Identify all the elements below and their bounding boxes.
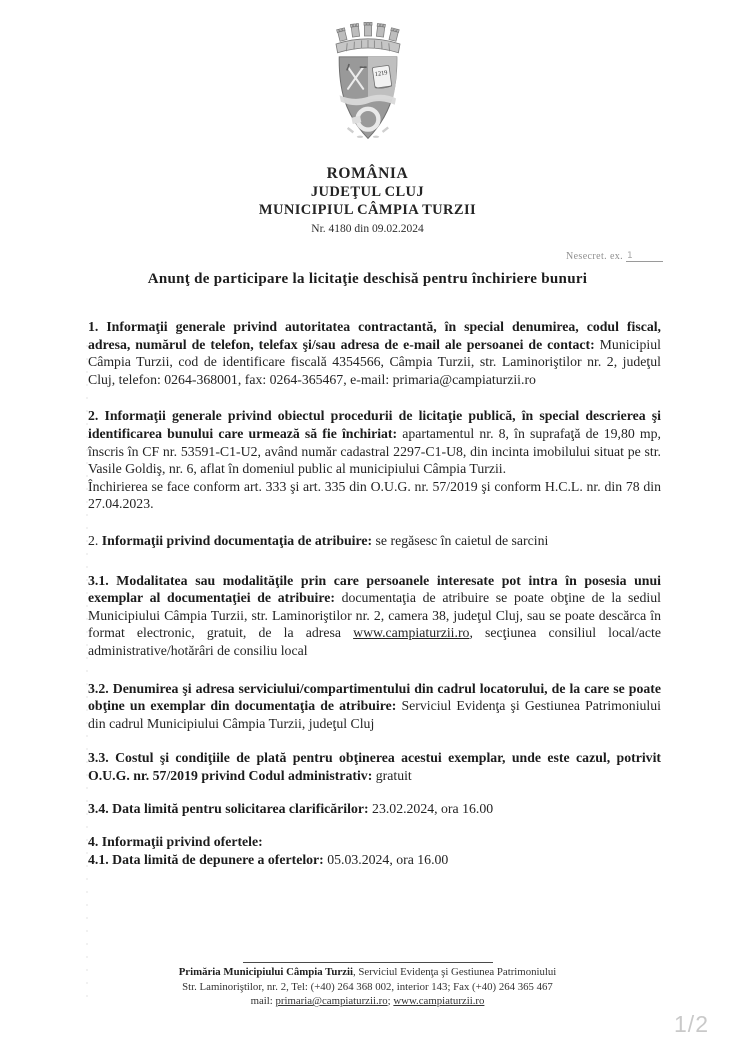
- section-3-4-body: 23.02.2024, ora 16.00: [369, 801, 494, 816]
- section-2-extra: Închirierea se face conform art. 333 şi art. 335 din O.U.G. nr. 57/2019 şi conform H.C.L. nr. din 78 din 27.04.2023.: [88, 478, 661, 513]
- section-2: [88, 407, 661, 513]
- footer-website-link: www.campiaturzii.ro: [393, 995, 484, 1007]
- letterhead: [0, 165, 735, 238]
- section-3-1-lead: 3.1. Modalitatea sau modalităţile prin care persoanele interesate pot intra în posesia unui exemplar al documentaţiei de atribuire:: [88, 573, 661, 606]
- country-name: ROMÂNIA: [0, 165, 735, 183]
- coat-of-arms-graphic: [316, 20, 420, 156]
- footer-line-1: [0, 965, 735, 980]
- page-indicator: 1/2: [674, 1011, 709, 1038]
- section-2-body: apartamentul nr. 8, în suprafaţă de 19,80 mp, înscris în CF nr. 53591-C1-U2, având număr cadastral 2297-C1-U8, din incinta imobilului situat pe str. Vasile Goldiş, nr. 6, aflat în domeniul public al municipiului Câmpia Turzii.: [88, 426, 661, 476]
- section-1-body: Municipiul Câmpia Turzii, cod de identificare fiscală 4354566, Câmpia Turzii, str. Laminoriştilor nr. 2, judeţul Cluj, telefon: 0264-368001, fax: 0264-365467, e-mail: primaria@campiaturzii.ro: [88, 337, 661, 387]
- classification-copy-handwritten: 1: [626, 251, 663, 262]
- footer-divider: [243, 962, 493, 963]
- municipality-name: MUNICIPIUL CÂMPIA TURZII: [0, 201, 735, 219]
- section-3-2-lead: 3.2. Denumirea şi adresa serviciului/compartimentului din cadrul locatorului, de la care se poate obţine un exemplar din documentaţia de atribuire:: [88, 681, 661, 714]
- registration-number: Nr. 4180 din 09.02.2024: [0, 220, 735, 238]
- county-name: JUDEŢUL CLUJ: [0, 183, 735, 201]
- section-3-4: [88, 800, 661, 818]
- section-doc-lead: Informaţii privind documentaţia de atribuire:: [102, 533, 372, 548]
- section-4-lead: 4. Informaţii privind ofertele:: [88, 834, 263, 849]
- document-title: Anunţ de participare la licitaţie deschisă pentru închiriere bunuri: [70, 271, 665, 288]
- section-4-1-body: 05.03.2024, ora 16.00: [324, 852, 449, 867]
- section-3-1-body-pre: documentaţia de atribuire se poate obţine de la sediul Municipiului Câmpia Turzii, str. Laminoriştilor nr. 2, camera 38, judeţul Cluj, sau se poate descărca în format electronic, gratuit, de la adresa: [88, 590, 661, 640]
- scanned-document-page: [0, 20, 735, 1044]
- footer-line-3: [0, 994, 735, 1009]
- document-body: [0, 318, 735, 868]
- section-doc-num: 2.: [88, 533, 102, 548]
- document-footer: [0, 962, 735, 1009]
- section-3-1-body-post: , secţiunea consiliul local/acte administrative/hotărâri de consiliu local: [88, 625, 661, 658]
- coat-of-arms: [316, 20, 420, 161]
- classification-label: Nesecret. ex.: [566, 251, 623, 262]
- section-doc-body: se regăsesc în caietul de sarcini: [372, 533, 548, 548]
- section-doc-atribuire: [88, 532, 661, 550]
- section-3-2-body: Serviciul Evidenţa şi Gestiunea Patrimoniului din cadrul Municipiului Câmpia Turzii, judeţul Cluj: [88, 698, 661, 731]
- section-1-lead: 1. Informaţii generale privind autoritatea contractantă, în special denumirea, codul fiscal, adresa, numărul de telefon, telefax şi/sau adresa de e-mail ale persoanei de contact:: [88, 319, 661, 352]
- footer-line-2: Str. Laminoriştilor, nr. 2, Tel: (+40) 264 368 002, interior 143; Fax (+40) 264 365 467: [0, 980, 735, 995]
- section-3-3-lead: 3.3. Costul şi condiţiile de plată pentru obţinerea acestui exemplar, unde este cazul, potrivit O.U.G. nr. 57/2019 privind Codul administrativ:: [88, 750, 661, 783]
- section-3-2: [88, 680, 661, 733]
- section-2-lead: 2. Informaţii generale privind obiectul procedurii de licitaţie publică, în special descrierea şi identificarea bunului care urmează să fie închiriat:: [88, 408, 661, 441]
- scan-artifacts: [86, 345, 88, 1005]
- footer-email-link: primaria@campiaturzii.ro: [275, 995, 387, 1007]
- classification-note: [566, 251, 663, 263]
- footer-org-name: Primăria Municipiului Câmpia Turzii: [179, 966, 353, 978]
- section-3-4-lead: 3.4. Data limită pentru solicitarea clarificărilor:: [88, 801, 369, 816]
- scroll-year: 1219: [374, 69, 388, 78]
- section-4-1: [88, 851, 661, 869]
- section-1: [88, 318, 661, 388]
- footer-org-dept: , Serviciul Evidenţa şi Gestiunea Patrimoniului: [353, 966, 556, 978]
- section-3-3: [88, 749, 661, 784]
- website-link: www.campiaturzii.ro: [353, 625, 469, 640]
- footer-mail-label: mail:: [251, 995, 276, 1007]
- footer-separator: ;: [388, 995, 394, 1007]
- section-4-1-lead: 4.1. Data limită de depunere a ofertelor:: [88, 852, 324, 867]
- section-3-3-body: gratuit: [372, 768, 411, 783]
- section-4-heading: [88, 833, 661, 851]
- section-3-1: [88, 572, 661, 660]
